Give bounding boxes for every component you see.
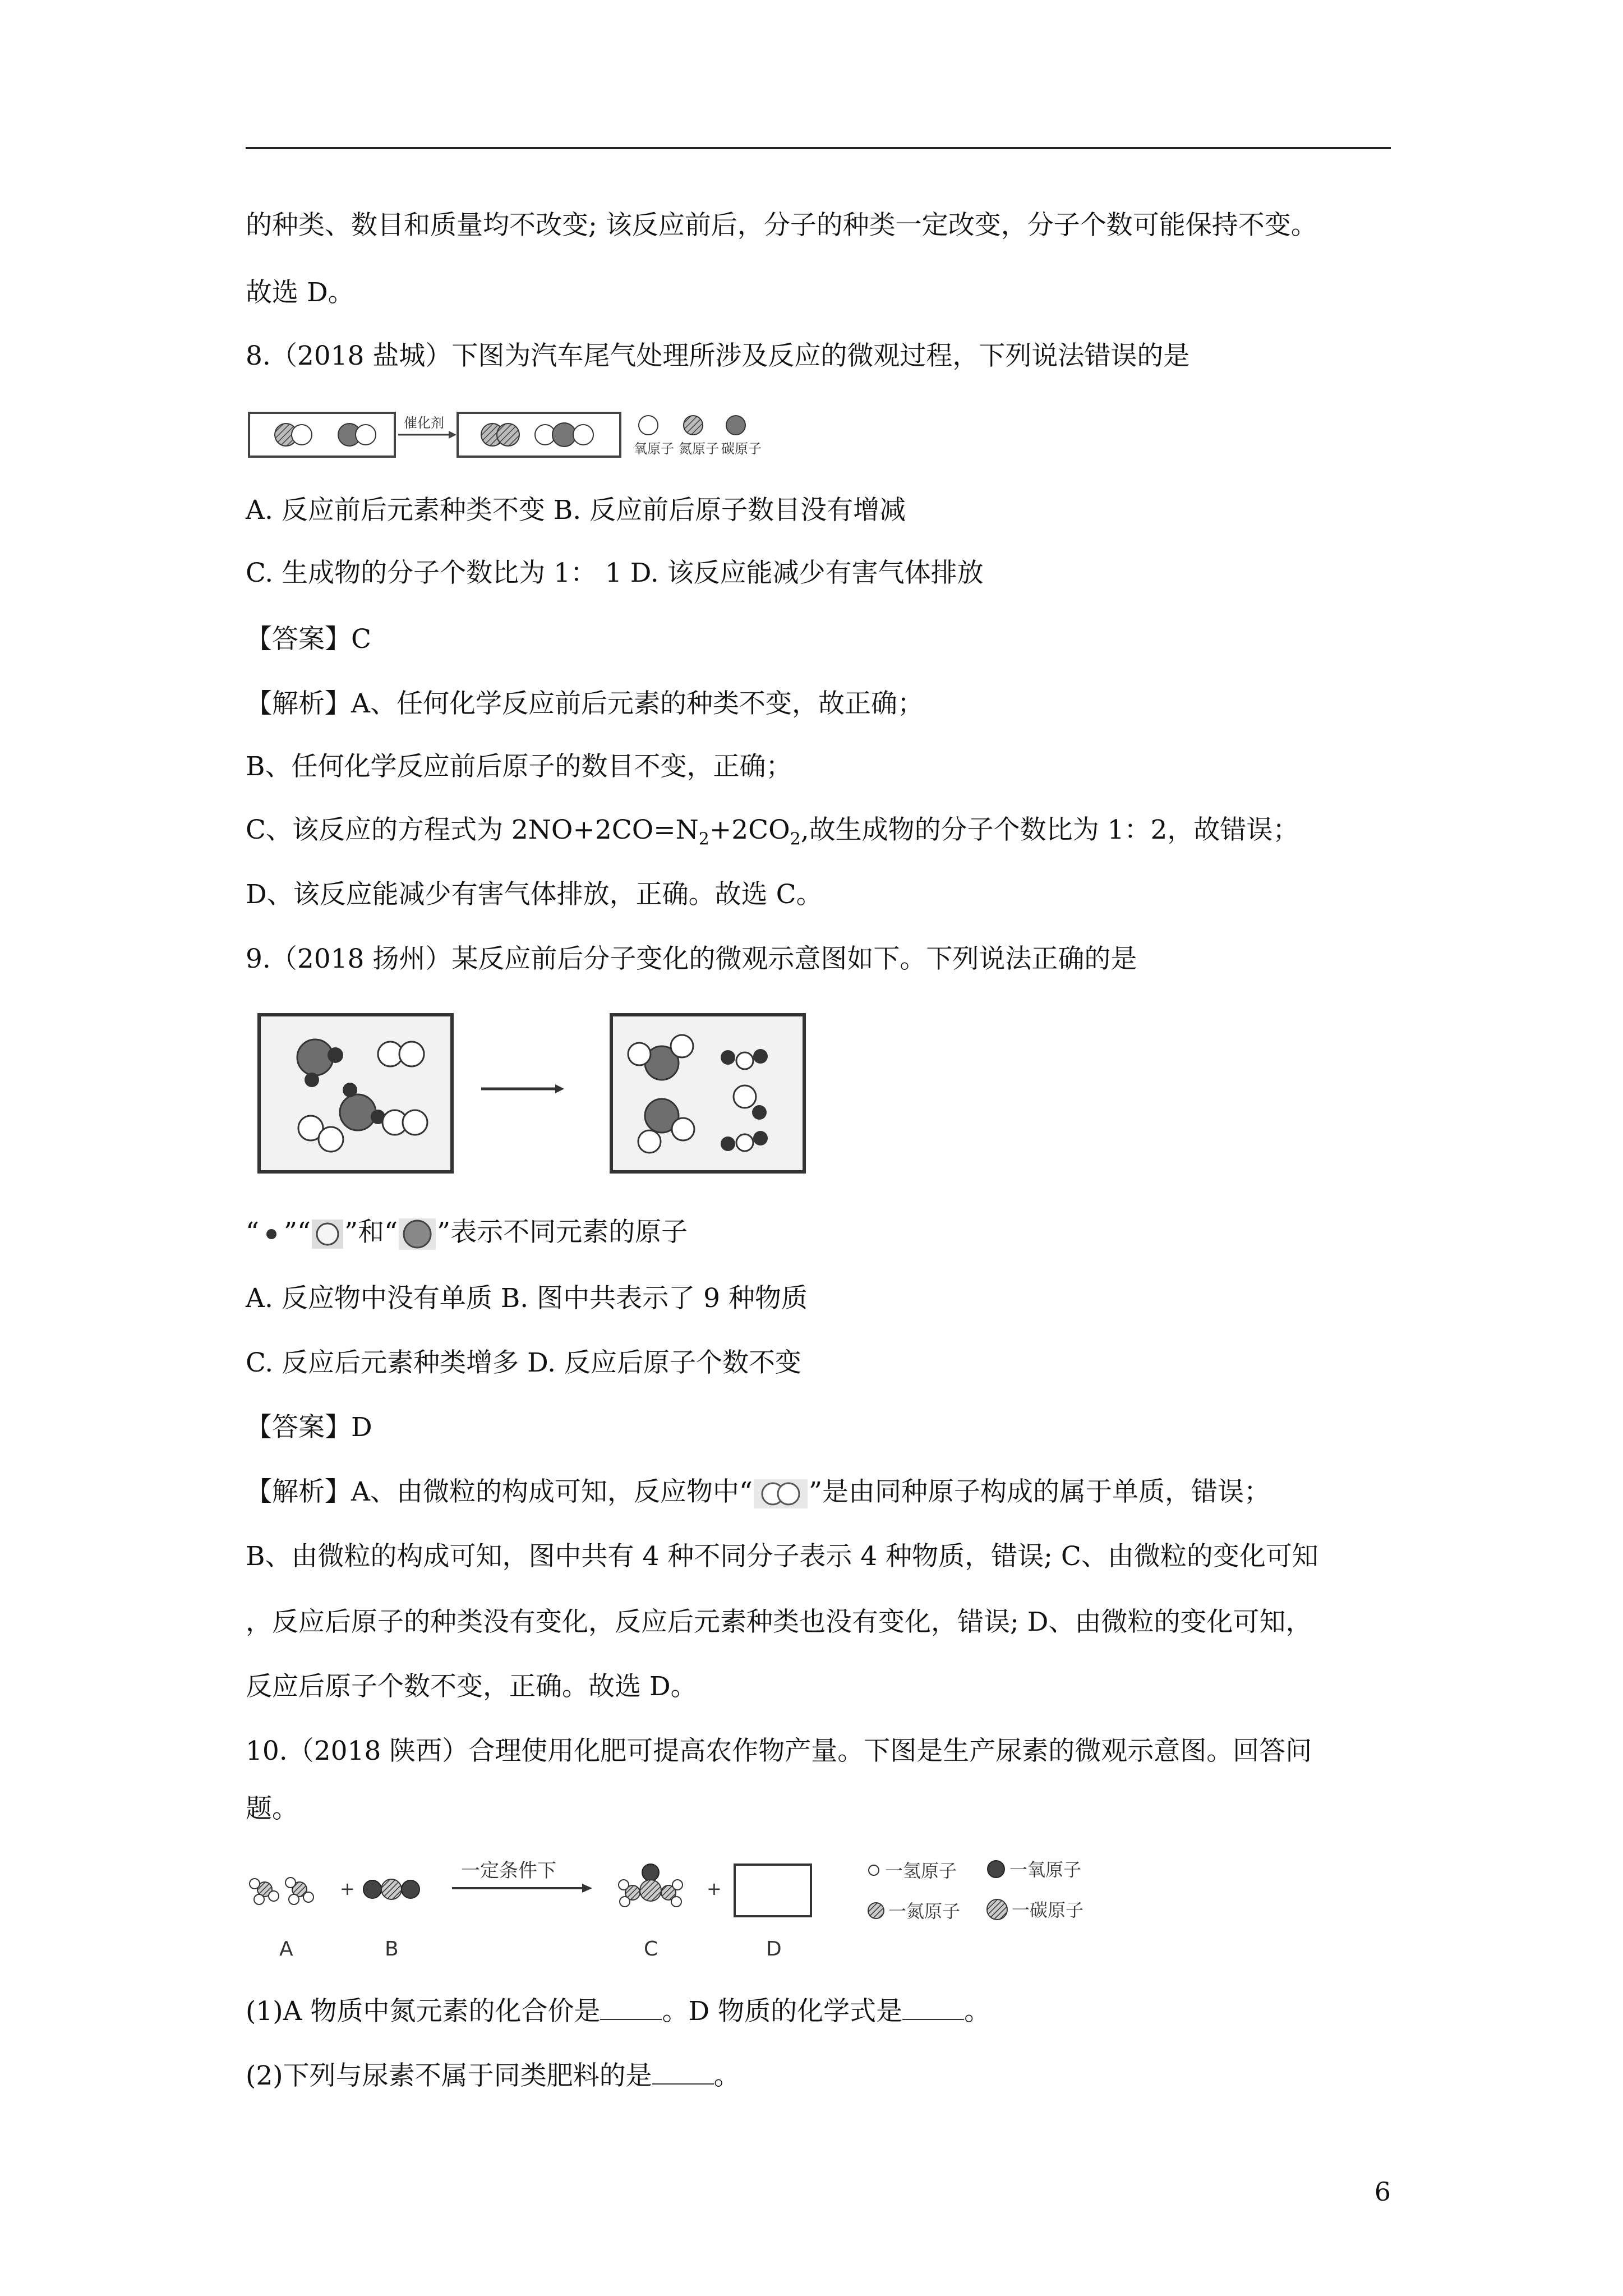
answer-blank[interactable] — [902, 1994, 964, 2020]
equation-text: +2CO — [709, 815, 790, 845]
question-10-figure — [246, 1846, 1177, 1963]
question-text: (1)A 物质中氮元素的化合价是 — [246, 1996, 601, 2027]
page-number: 6 — [1374, 2177, 1391, 2207]
label-b: B — [385, 1938, 399, 1961]
legend-hydrogen: 一氢原子 — [885, 1860, 957, 1881]
question-text: (2)下列与尿素不属于同类肥料的是 — [246, 2060, 652, 2091]
question-text: 。 — [964, 1996, 991, 2027]
reaction-condition: 一定条件下 — [461, 1860, 556, 1882]
question-10-sub1 — [246, 1994, 990, 2028]
white-atom-icon — [311, 1218, 344, 1250]
question-10-stem: 题。 — [246, 1793, 298, 1824]
question-9-explanation — [246, 1475, 1270, 1510]
question-9-options-ab: A. 反应物中没有单质 B. 图中共表示了 9 种物质 — [246, 1283, 808, 1314]
equation-text: C、该反应的方程式为 2NO+2CO=N — [246, 815, 699, 845]
question-8-options-ab: A. 反应前后元素种类不变 B. 反应前后原子数目没有增减 — [246, 495, 906, 526]
question-9-explanation: 反应后原子个数不变，正确。故选 D。 — [246, 1671, 697, 1702]
question-10-stem: 10.（2018 陕西）合理使用化肥可提高农作物产量。下图是生产尿素的微观示意图。回答问 — [246, 1736, 1312, 1766]
question-10-sub2 — [246, 2059, 740, 2093]
molecule-c — [619, 1864, 683, 1907]
legend-carbon: 碳原子 — [721, 441, 762, 457]
question-9-legend — [246, 1216, 688, 1251]
question-text: 。 — [713, 2060, 740, 2091]
catalyst-label: 催化剂 — [404, 415, 444, 431]
explanation-text: 【解析】A、由微粒的构成可知，反应物中“ — [246, 1476, 753, 1507]
svg-text:+: + — [340, 1878, 355, 1899]
legend-carbon: 一碳原子 — [1012, 1899, 1084, 1921]
question-8-explanation: B、任何化学反应前后原子的数目不变，正确； — [246, 751, 792, 782]
legend-nitrogen: 一氮原子 — [888, 1901, 961, 1922]
label-a: A — [279, 1938, 293, 1961]
question-text: 。D 物质的化学式是 — [662, 1996, 903, 2027]
question-8-answer: 【答案】C — [246, 624, 371, 655]
question-9-figure — [257, 1013, 818, 1181]
question-9-explanation: B、由微粒的构成可知，图中共有 4 种不同分子表示 4 种物质，错误; C、由微粒的变化可知 — [246, 1541, 1318, 1572]
label-c: C — [644, 1938, 658, 1961]
large-gray-atom-icon — [398, 1217, 437, 1251]
question-9-explanation: ，反应后原子的种类没有变化，反应后元素种类也没有变化，错误; D、由微粒的变化可知， — [246, 1607, 1312, 1637]
question-8-equation-line — [246, 813, 1299, 856]
molecule-d-box — [735, 1865, 811, 1916]
question-9-answer: 【答案】D — [246, 1412, 372, 1443]
explanation-text: ”是由同种原子构成的属于单质，错误； — [808, 1476, 1270, 1507]
molecule-a — [250, 1878, 313, 1904]
question-8-explanation: 【解析】A、任何化学反应前后元素的种类不变，故正确； — [246, 688, 924, 719]
legend-oxygen: 一氧原子 — [1009, 1859, 1082, 1880]
question-9-options-cd: C. 反应后元素种类增多 D. 反应后原子个数不变 — [246, 1347, 801, 1378]
legend-text: ”表示不同元素的原子 — [437, 1217, 688, 1248]
quote-mark: ”“ — [284, 1217, 311, 1248]
legend-nitrogen: 氮原子 — [679, 441, 719, 457]
white-diatomic-molecule-icon — [753, 1478, 809, 1510]
legend-oxygen: 氧原子 — [634, 441, 674, 457]
subscript: 2 — [698, 829, 709, 849]
label-d: D — [766, 1938, 782, 1961]
question-8-stem: 8.（2018 盐城）下图为汽车尾气处理所涉及反应的微观过程，下列说法错误的是 — [246, 341, 1190, 371]
text-line: 的种类、数目和质量均不改变; 该反应前后，分子的种类一定改变，分子个数可能保持不变。 — [246, 210, 1317, 241]
text-line: 故选 D。 — [246, 277, 354, 308]
question-9-stem: 9.（2018 扬州）某反应前后分子变化的微观示意图如下。下列说法正确的是 — [246, 944, 1137, 974]
legend-text: ”和“ — [344, 1217, 398, 1248]
answer-blank[interactable] — [652, 2059, 714, 2085]
header-rule — [246, 147, 1391, 149]
molecule-b — [363, 1879, 419, 1899]
question-8-options-cd: C. 生成物的分子个数比为 1： 1 D. 该反应能减少有害气体排放 — [246, 558, 984, 588]
small-dark-atom-icon — [259, 1222, 284, 1246]
svg-text:+: + — [707, 1878, 722, 1899]
equation-text: ,故生成物的分子个数比为 1：2，故错误； — [800, 815, 1299, 845]
quote-mark: “ — [246, 1217, 260, 1248]
question-8-figure — [247, 403, 864, 470]
question-8-explanation: D、该反应能减少有害气体排放，正确。故选 C。 — [246, 879, 823, 910]
subscript: 2 — [790, 829, 801, 849]
answer-blank[interactable] — [600, 1994, 662, 2020]
